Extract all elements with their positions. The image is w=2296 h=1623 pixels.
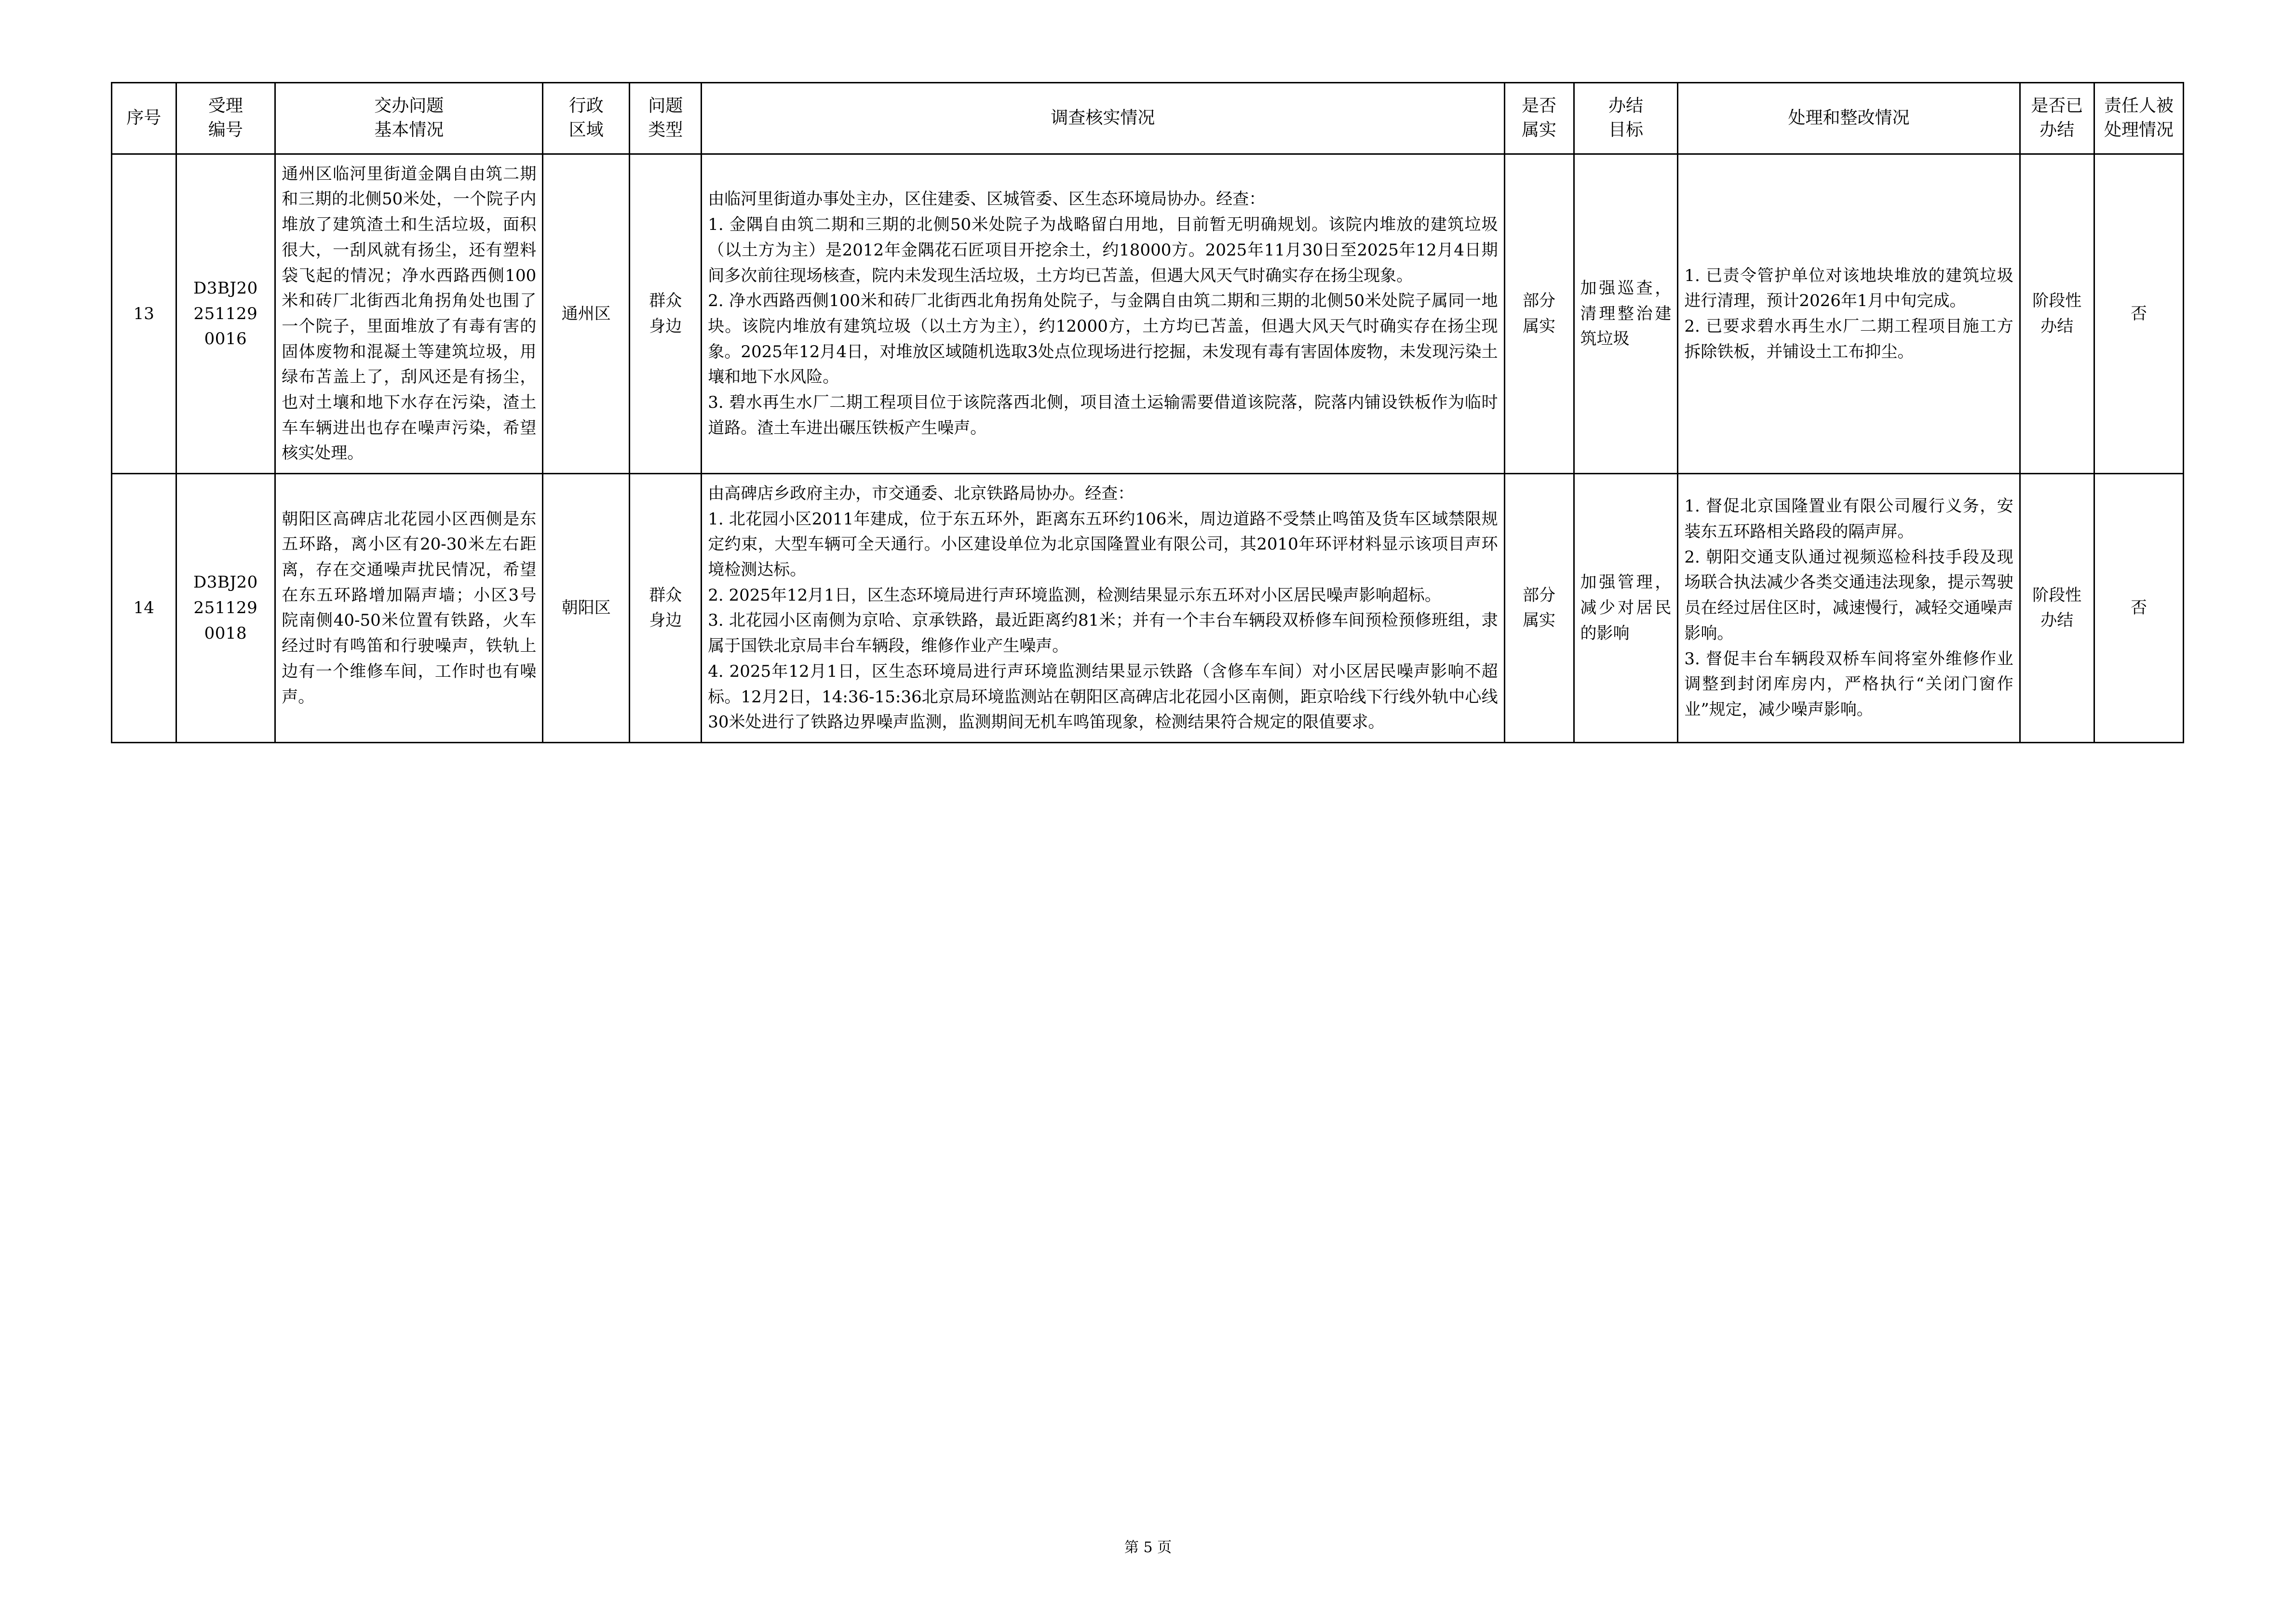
table-row <box>112 474 2184 743</box>
cell-done: 阶段性 办结 <box>2020 474 2094 743</box>
table-row <box>112 154 2184 473</box>
cell-type: 群众 身边 <box>630 154 702 473</box>
header-type: 问题 类型 <box>630 83 702 154</box>
header-done: 是否已 办结 <box>2020 83 2094 154</box>
cell-problem: 通州区临河里街道金隅自由筑二期和三期的北侧50米处，一个院子内堆放了建筑渣土和生活垃圾，面积很大，一刮风就有扬尘，还有塑料袋飞起的情况；净水西路西侧100米和砖厂北街西北角拐角处也围了一个院子，里面堆放了有毒有害的固体废物和混凝土等建筑垃圾，用绿布苫盖上了，刮风还是有扬尘，也对土壤和地下水存在污染，渣土车车辆进出也存在噪声污染，希望核实处理。 <box>275 154 543 473</box>
cell-type: 群众 身边 <box>630 474 702 743</box>
header-goal: 办结 目标 <box>1574 83 1678 154</box>
cell-area: 通州区 <box>543 154 630 473</box>
cell-is-true: 部分 属实 <box>1504 154 1574 473</box>
cell-seq: 13 <box>112 154 176 473</box>
header-responsible: 责任人被 处理情况 <box>2094 83 2183 154</box>
header-code: 受理 编号 <box>176 83 275 154</box>
cell-code: D3BJ20 251129 0016 <box>176 154 275 473</box>
cell-area: 朝阳区 <box>543 474 630 743</box>
cell-done: 阶段性 办结 <box>2020 154 2094 473</box>
cell-goal: 加强管理，减少对居民的影响 <box>1574 474 1678 743</box>
header-area: 行政 区域 <box>543 83 630 154</box>
header-seq: 序号 <box>112 83 176 154</box>
cell-responsible: 否 <box>2094 154 2183 473</box>
cell-seq: 14 <box>112 474 176 743</box>
cell-is-true: 部分 属实 <box>1504 474 1574 743</box>
cell-investigation: 由高碑店乡政府主办，市交通委、北京铁路局协办。经查： 1. 北花园小区2011年建成，位于东五环外，距离东五环约106米，周边道路不受禁止鸣笛及货车区域禁限规定约束，大型车辆可全天通行。小区建设单位为北京国隆置业有限公司，其2010年环评材料显示该项目声环境检测达标。 2. 2025年12月1日，区生态环境局进行声环境监测，检测结果显示东五环对小区居民噪声影响超标。 3. 北花园小区南侧为京哈、京承铁路，最近距离约81米；并有一个丰台车辆段双桥修车间预检预修班组，隶属于国铁北京局丰台车辆段，维修作业产生噪声。 4. 2025年12月1日，区生态环境局进行声环境监测结果显示铁路（含修车车间）对小区居民噪声影响不超标。12月2日，14:36-15:36北京局环境监测站在朝阳区高碑店北花园小区南侧，距京哈线下行线外轨中心线30米处进行了铁路边界噪声监测，监测期间无机车鸣笛现象，检测结果符合规定的限值要求。 <box>702 474 1504 743</box>
cell-rectification: 1. 督促北京国隆置业有限公司履行义务，安装东五环路相关路段的隔声屏。 2. 朝阳交通支队通过视频巡检科技手段及现场联合执法减少各类交通违法现象，提示驾驶员在经过居住区时，减速慢行，减轻交通噪声影响。 3. 督促丰台车辆段双桥车间将室外维修作业调整到封闭库房内，严格执行“关闭门窗作业”规定，减少噪声影响。 <box>1678 474 2020 743</box>
header-investigation: 调查核实情况 <box>702 83 1504 154</box>
page-number: 第 5 页 <box>1124 1539 1172 1556</box>
cell-responsible: 否 <box>2094 474 2183 743</box>
cell-rectification: 1. 已责令管护单位对该地块堆放的建筑垃圾进行清理，预计2026年1月中旬完成。 2. 已要求碧水再生水厂二期工程项目施工方拆除铁板，并铺设土工布抑尘。 <box>1678 154 2020 473</box>
complaint-handling-table <box>111 82 2184 743</box>
cell-code: D3BJ20 251129 0018 <box>176 474 275 743</box>
cell-goal: 加强巡查，清理整治建筑垃圾 <box>1574 154 1678 473</box>
header-is-true: 是否 属实 <box>1504 83 1574 154</box>
cell-problem: 朝阳区高碑店北花园小区西侧是东五环路，离小区有20-30米左右距离，存在交通噪声扰民情况，希望在东五环路增加隔声墙；小区3号院南侧40-50米位置有铁路，火车经过时有鸣笛和行驶噪声，铁轨上边有一个维修车间，工作时也有噪声。 <box>275 474 543 743</box>
cell-investigation: 由临河里街道办事处主办，区住建委、区城管委、区生态环境局协办。经查： 1. 金隅自由筑二期和三期的北侧50米处院子为战略留白用地，目前暂无明确规划。该院内堆放的建筑垃圾（以土方为主）是2012年金隅花石匠项目开挖余土，约18000方。2025年11月30日至2025年12月4日期间多次前往现场核查，院内未发现生活垃圾，土方均已苫盖，但遇大风天气时确实存在扬尘现象。 2. 净水西路西侧100米和砖厂北街西北角拐角处院子，与金隅自由筑二期和三期的北侧50米处院子属同一地块。该院内堆放有建筑垃圾（以土方为主），约12000方，土方均已苫盖，但遇大风天气时确实存在扬尘现象。2025年12月4日，对堆放区域随机选取3处点位现场进行挖掘，未发现有毒有害固体废物，未发现污染土壤和地下水风险。 3. 碧水再生水厂二期工程项目位于该院落西北侧，项目渣土运输需要借道该院落，院落内铺设铁板作为临时道路。渣土车进出碾压铁板产生噪声。 <box>702 154 1504 473</box>
header-problem: 交办问题 基本情况 <box>275 83 543 154</box>
header-rectification: 处理和整改情况 <box>1678 83 2020 154</box>
table-header-row <box>112 83 2184 154</box>
